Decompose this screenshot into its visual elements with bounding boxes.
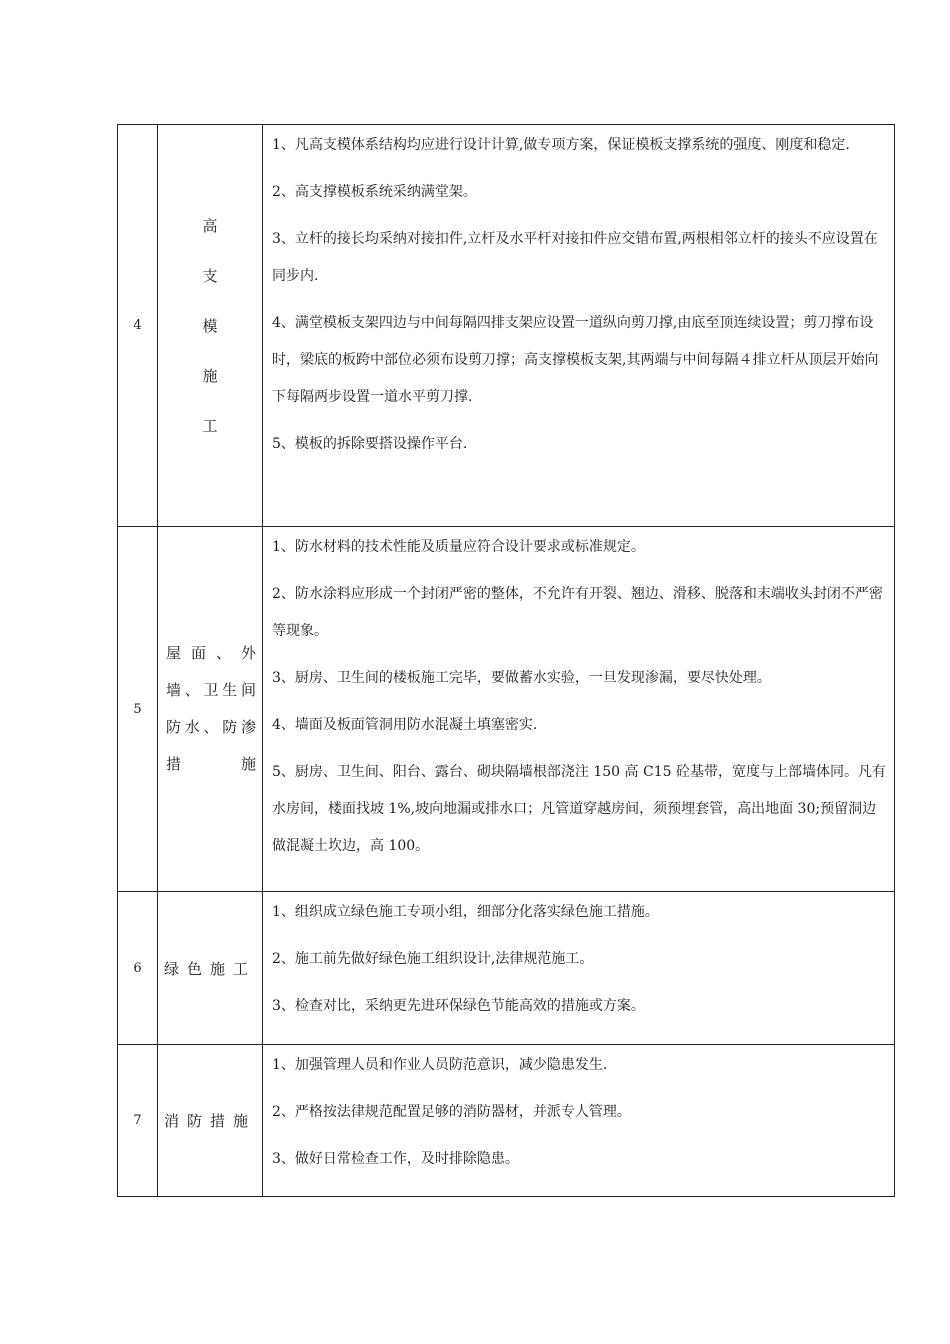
row-number: 4 bbox=[118, 125, 158, 527]
list-item: 5、厨房、卫生间、阳台、露台、砌块隔墙根部浇注 150 高 C15 砼基带，宽度与上部墙体同。凡有水房间，楼面找坡 1%,坡向地漏或排水口；凡管道穿越房间，须预埋套管，高出地面 30;预留洞边做混凝土坎边，高 100。 bbox=[272, 764, 886, 854]
list-item: 3、厨房、卫生间的楼板施工完毕，要做蓄水实验，一旦发现渗漏，要尽快处理。 bbox=[272, 670, 771, 686]
row-number: 7 bbox=[118, 1045, 158, 1197]
measures-table bbox=[117, 124, 895, 1197]
row-title bbox=[158, 125, 263, 527]
title-char: 支 bbox=[202, 266, 218, 285]
title-char: 模 bbox=[202, 316, 218, 335]
title-line: 墙、卫生间 bbox=[166, 681, 256, 699]
table-row bbox=[118, 527, 895, 892]
list-item: 2、防水涂料应形成一个封闭严密的整体，不允许有开裂、翘边、滑移、脱落和末端收头封闭不严密等现象。 bbox=[272, 586, 883, 639]
title-line: 防水、防渗 bbox=[166, 718, 256, 736]
table-row bbox=[118, 892, 895, 1045]
title-line: 屋面、外 bbox=[166, 644, 256, 662]
table-row bbox=[118, 125, 895, 527]
list-item: 1、凡高支模体系结构均应进行设计计算,做专项方案，保证模板支撑系统的强度、刚度和稳定. bbox=[272, 137, 850, 153]
row-title bbox=[158, 527, 263, 892]
list-item: 2、严格按法律规范配置足够的消防器材，并派专人管理。 bbox=[272, 1104, 631, 1120]
title-text: 消防措施 bbox=[163, 1112, 256, 1130]
list-item: 3、立杆的接长均采纳对接扣件,立杆及水平杆对接扣件应交错布置,两根相邻立杆的接头不应设置在同步内. bbox=[272, 231, 878, 284]
row-content bbox=[263, 527, 895, 892]
row-content bbox=[263, 892, 895, 1045]
title-char: 高 bbox=[202, 216, 218, 235]
list-item: 5、模板的拆除要搭设操作平台. bbox=[272, 436, 468, 452]
list-item: 3、做好日常检查工作，及时排除隐患。 bbox=[272, 1151, 519, 1167]
vertical-title bbox=[158, 212, 262, 440]
row-number: 5 bbox=[118, 527, 158, 892]
row-title bbox=[158, 892, 263, 1045]
row-number: 6 bbox=[118, 892, 158, 1045]
row-content bbox=[263, 125, 895, 527]
list-item: 2、施工前先做好绿色施工组织设计,法律规范施工。 bbox=[272, 951, 594, 967]
title-text: 绿色施工 bbox=[163, 959, 256, 978]
list-item: 1、防水材料的技术性能及质量应符合设计要求或标准规定。 bbox=[272, 539, 645, 555]
title-char: 工 bbox=[202, 416, 218, 435]
title-char: 施 bbox=[202, 366, 218, 385]
list-item: 1、加强管理人员和作业人员防范意识，减少隐患发生. bbox=[272, 1057, 608, 1073]
table-row bbox=[118, 1045, 895, 1197]
list-item: 4、满堂模板支架四边与中间每隔四排支架应设置一道纵向剪刀撑,由底至顶连续设置；剪刀撑布设时，梁底的板跨中部位必须布设剪刀撑；高支撑模板支架,其两端与中间每隔４排立杆从顶层开始向下每隔两步设置一道水平剪刀撑. bbox=[272, 315, 879, 405]
row-content bbox=[263, 1045, 895, 1197]
row-title bbox=[158, 1045, 263, 1197]
list-item: 1、组织成立绿色施工专项小组，细部分化落实绿色施工措施。 bbox=[272, 904, 659, 920]
list-item: 4、墙面及板面管洞用防水混凝土填塞密实. bbox=[272, 717, 538, 733]
list-item: 3、检查对比，采纳更先进环保绿色节能高效的措施或方案。 bbox=[272, 998, 645, 1014]
title-line: 措 施 bbox=[166, 755, 256, 773]
list-item: 2、高支撑模板系统采纳满堂架。 bbox=[272, 184, 477, 200]
